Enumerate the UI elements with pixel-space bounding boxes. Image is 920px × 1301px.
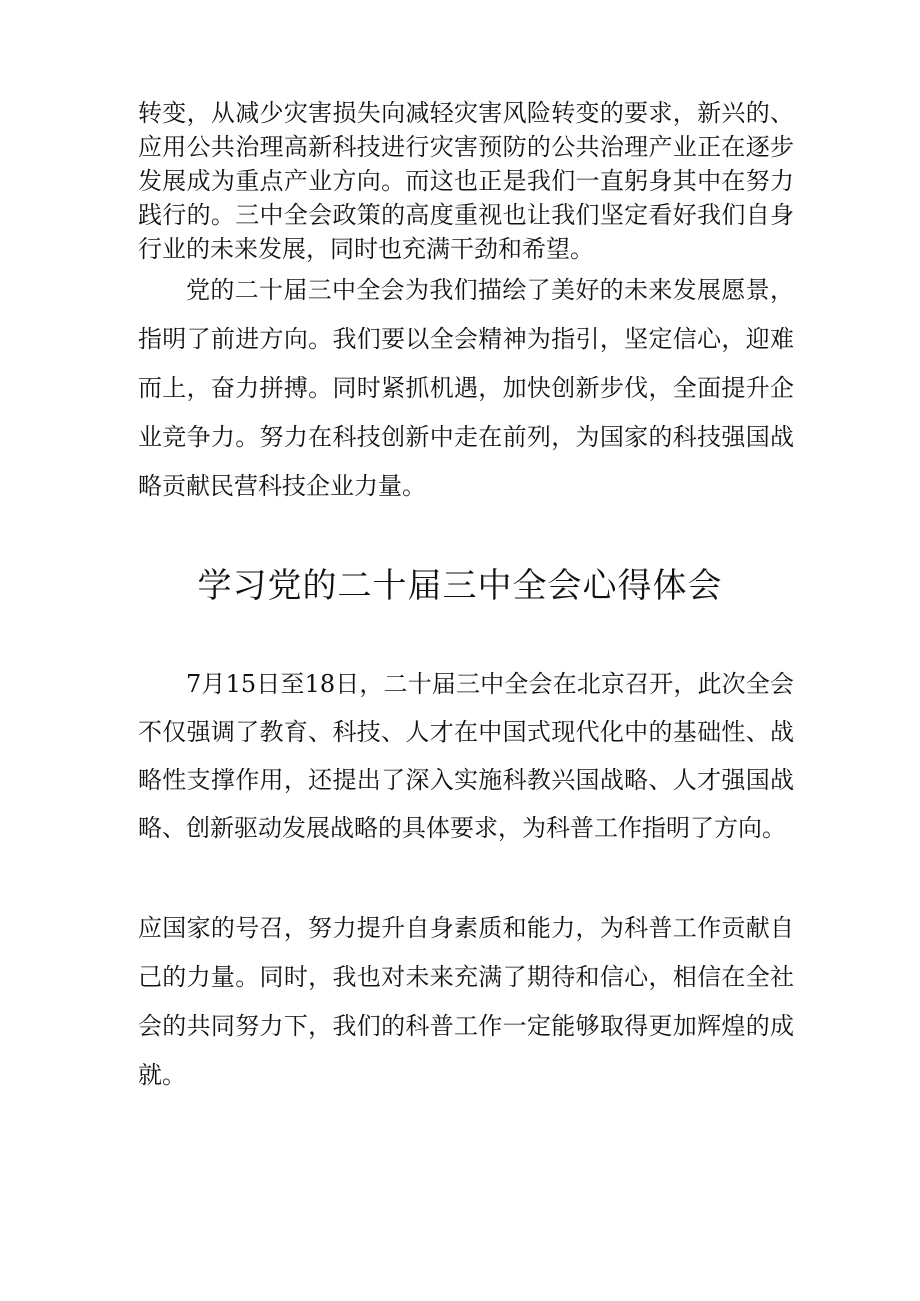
body-paragraph: 党的二十届三中全会为我们描绘了美好的未来发展愿景，指明了前进方向。我们要以全会精神为指引，坚定信心，迎难而上，奋力拼搏。同时紧抓机遇，加快创新步伐，全面提升企业竞争力。努力在科技创新中走在前列，为国家的科技强国战略贡献民营科技企业力量。 [138, 276, 794, 500]
section-title: 学习党的二十届三中全会心得体会 [197, 566, 723, 606]
body-paragraph: 转变，从减少灾害损失向减轻灾害风险转变的要求，新兴的、应用公共治理高新科技进行灾害预防的公共治理产业正在逐步发展成为重点产业方向。而这也正是我们一直躬身其中在努力践行的。三中全会政策的高度重视也让我们坚定看好我们自身行业的未来发展，同时也充满干劲和希望。 [138, 99, 794, 263]
body-paragraph: 应国家的号召，努力提升自身素质和能力，为科普工作贡献自己的力量。同时，我也对未来充满了期待和信心，相信在全社会的共同努力下，我们的科普工作一定能够取得更加辉煌的成就。 [138, 914, 794, 1089]
body-paragraph: 7月15日至18日，二十届三中全会在北京召开，此次全会不仅强调了教育、科技、人才在中国式现代化中的基础性、战略性支撑作用，还提出了深入实施科教兴国战略、人才强国战略、创新驱动发展战略的具体要求，为科普工作指明了方向。 [138, 670, 794, 842]
